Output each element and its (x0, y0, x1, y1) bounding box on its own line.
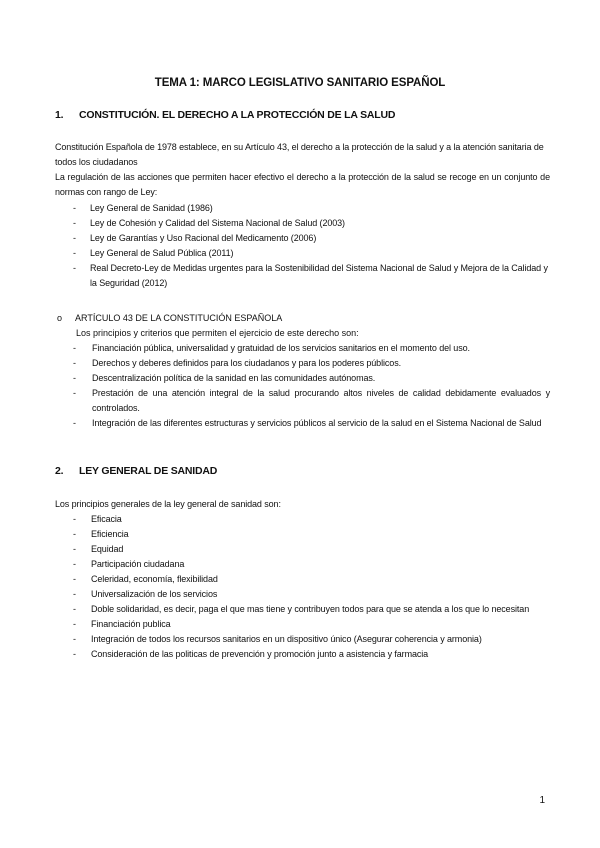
list-item: - Celeridad, economía, flexibilidad (73, 574, 218, 584)
list-item: - Descentralización política de la sanidad en las comunidades autónomas. (73, 373, 376, 383)
page-number: 1 (539, 795, 545, 806)
list-item: - Ley General de Sanidad (1986) (73, 203, 213, 213)
principles-list (73, 341, 550, 431)
section-2-heading (55, 465, 217, 477)
list-item: - Integración de las diferentes estructuras y servicios públicos al servicio de la salud en el Sistema Nacional de Salud (73, 418, 542, 428)
list-item: - Eficiencia (73, 529, 129, 539)
list-item: - Integración de todos los recursos sanitarios en un dispositivo único (Asegurar coherencia y armonia) (73, 634, 482, 644)
list-item: - Participación ciudadana (73, 559, 185, 569)
section-1-heading (55, 109, 395, 121)
section-1-title: CONSTITUCIÓN. EL DERECHO A LA PROTECCIÓN DE LA SALUD (79, 109, 396, 121)
list-item: - Equidad (73, 544, 124, 554)
list-item: - Real Decreto-Ley de Medidas urgentes para la Sostenibilidad del Sistema Nacional de Salud y Mejora de la Calidad y la Seguridad (2012) (73, 263, 548, 288)
list-item: - Doble solidaridad, es decir, paga el que mas tiene y contribuyen todos para que se atenda a los que lo necesitan (73, 604, 530, 614)
section-1-paragraph-2: La regulación de las acciones que permiten hacer efectivo el derecho a la protección de la salud se recoge en un conjunto de normas con rango de Ley: (55, 172, 550, 197)
list-item: - Financiación pública, universalidad y gratuidad de los servicios sanitarios en el momento del uso. (73, 343, 470, 353)
document-title: TEMA 1: MARCO LEGISLATIVO SANITARIO ESPAÑOL (154, 77, 446, 89)
laws-list (73, 201, 550, 291)
list-item: - Ley General de Salud Pública (2011) (73, 248, 234, 258)
section-2-title: LEY GENERAL DE SANIDAD (79, 465, 218, 477)
list-item: - Eficacia (73, 514, 122, 524)
subsection-title: ARTÍCULO 43 DE LA CONSTITUCIÓN ESPAÑOLA (75, 313, 283, 323)
section-2-number: 2. (55, 465, 64, 477)
subsection-intro: Los principios y criterios que permiten el ejercicio de este derecho son: (76, 328, 359, 338)
circle-bullet-icon: o (57, 313, 63, 323)
subsection-heading (57, 311, 282, 326)
list-item: - Ley de Cohesión y Calidad del Sistema Nacional de Salud (2003) (73, 218, 345, 228)
list-item: - Ley de Garantías y Uso Racional del Medicamento (2006) (73, 233, 317, 243)
section-1-paragraph-1: Constitución Española de 1978 establece, en su Artículo 43, el derecho a la protección de la salud y a la atención sanitaria de todos los ciudadanos (55, 142, 544, 167)
section-2-intro: Los principios generales de la ley general de sanidad son: (55, 499, 281, 509)
list-item: - Derechos y deberes definidos para los ciudadanos y para los poderes públicos. (73, 358, 401, 368)
list-item: - Prestación de una atención integral de la salud procurando altos niveles de calidad debidamente evaluados y controlados. (73, 388, 550, 413)
list-item: - Financiación publica (73, 619, 171, 629)
list-item: - Consideración de las politicas de prevención y promoción junto a asistencia y farmacia (73, 649, 429, 659)
list-item: - Universalización de los servicios (73, 589, 218, 599)
general-principles-list (73, 512, 550, 662)
section-1-number: 1. (55, 109, 64, 121)
